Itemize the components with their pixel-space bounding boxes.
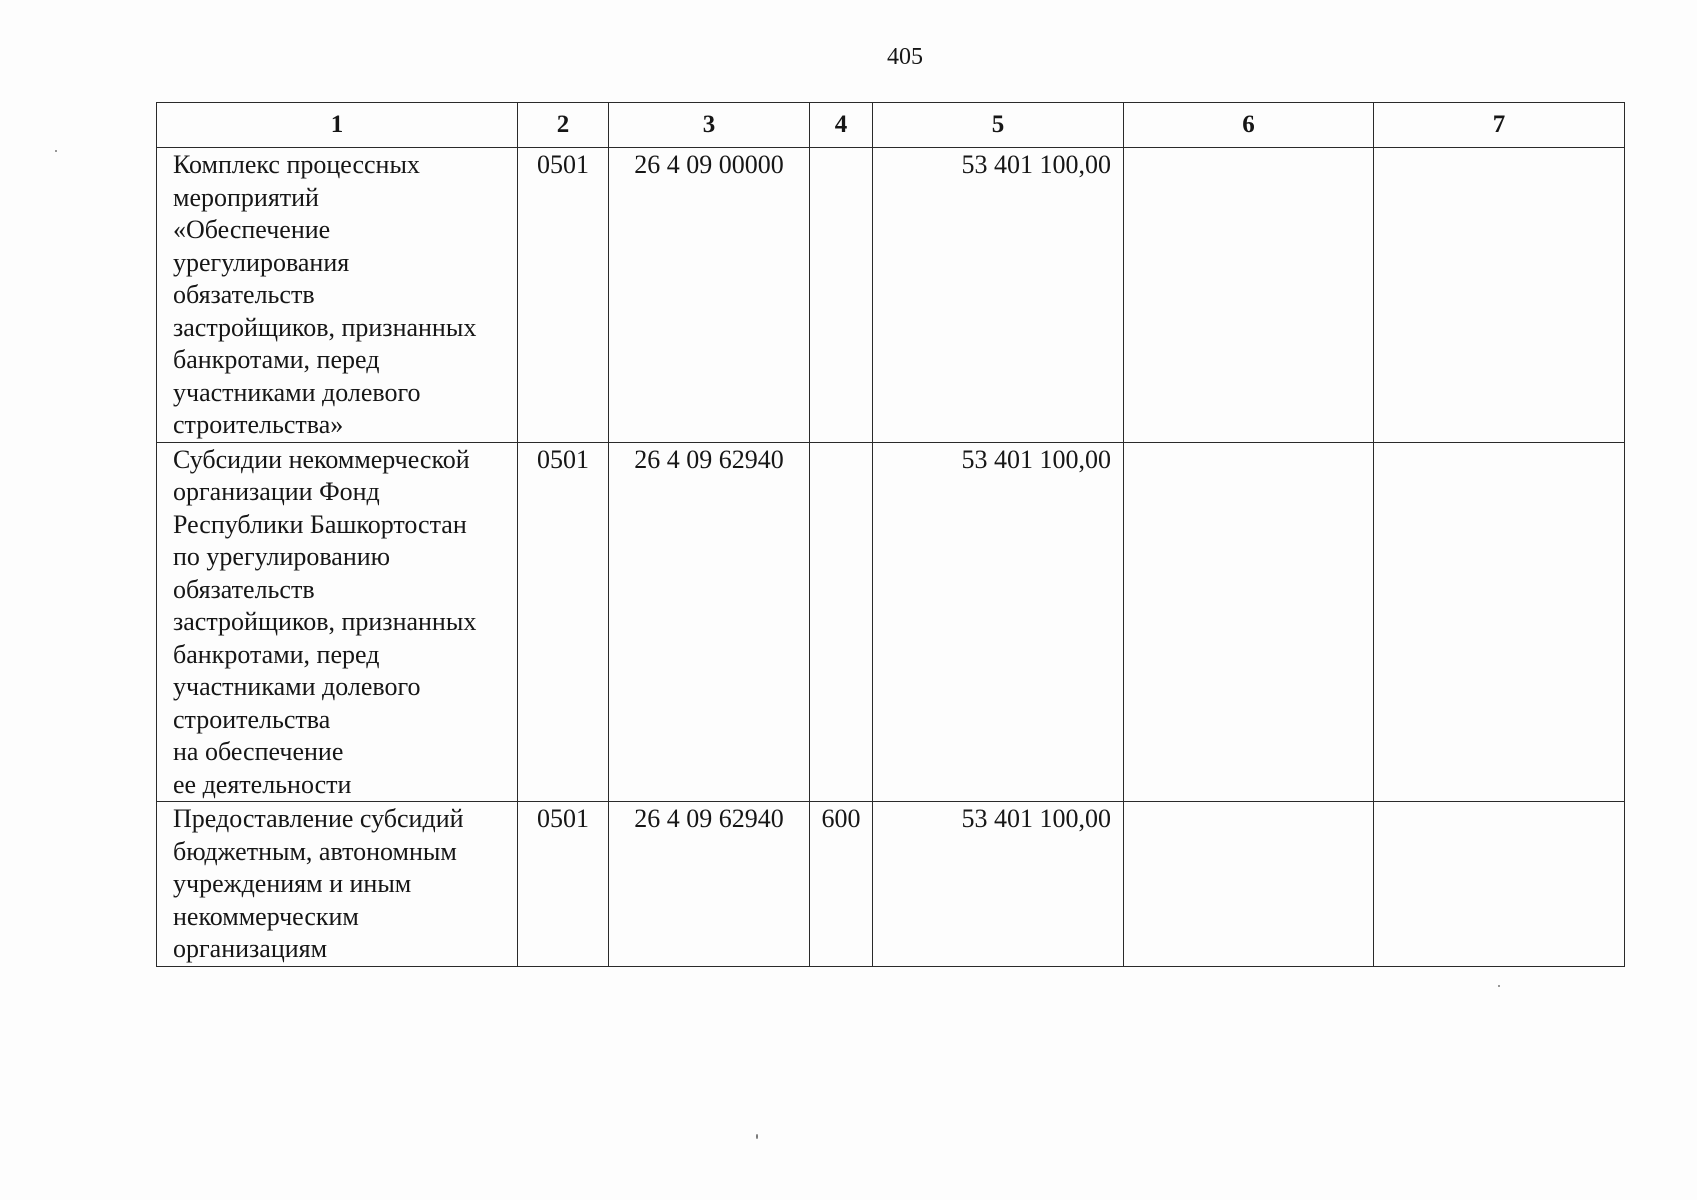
col-header-7: 7 [1374,103,1625,148]
expense-type-code [810,442,873,802]
table-row [157,442,1625,802]
scan-speck [55,150,57,152]
col-header-3: 3 [609,103,810,148]
amount: 53 401 100,00 [873,148,1124,443]
col6-cell [1124,802,1374,967]
section-code: 0501 [518,442,609,802]
col7-cell [1374,148,1625,443]
col6-cell [1124,148,1374,443]
amount: 53 401 100,00 [873,802,1124,967]
amount: 53 401 100,00 [873,442,1124,802]
expense-type-code [810,148,873,443]
target-article-code: 26 4 09 62940 [609,802,810,967]
section-code: 0501 [518,148,609,443]
scan-speck [756,1134,758,1139]
col-header-4: 4 [810,103,873,148]
table-row [157,148,1625,443]
col7-cell [1374,802,1625,967]
budget-table [156,102,1625,967]
page-number: 405 [887,44,923,70]
table-row [157,802,1625,967]
section-code: 0501 [518,802,609,967]
col6-cell [1124,442,1374,802]
item-name: Комплекс процессных мероприятий «Обеспечение урегулирования обязательств застройщиков, признанных банкротами, перед участниками долевого строительства» [157,148,518,443]
scan-speck [1498,985,1500,987]
header-row [157,103,1625,148]
col-header-1: 1 [157,103,518,148]
col-header-2: 2 [518,103,609,148]
col7-cell [1374,442,1625,802]
target-article-code: 26 4 09 62940 [609,442,810,802]
item-name: Субсидии некоммерческой организации Фонд Республики Башкортостан по урегулированию обязательств застройщиков, признанных банкротами, перед участниками долевого строительства на обеспечение ее деятельности [157,442,518,802]
item-name: Предоставление субсидий бюджетным, автономным учреждениям и иным некоммерческим организациям [157,802,518,967]
expense-type-code: 600 [810,802,873,967]
target-article-code: 26 4 09 00000 [609,148,810,443]
col-header-5: 5 [873,103,1124,148]
col-header-6: 6 [1124,103,1374,148]
